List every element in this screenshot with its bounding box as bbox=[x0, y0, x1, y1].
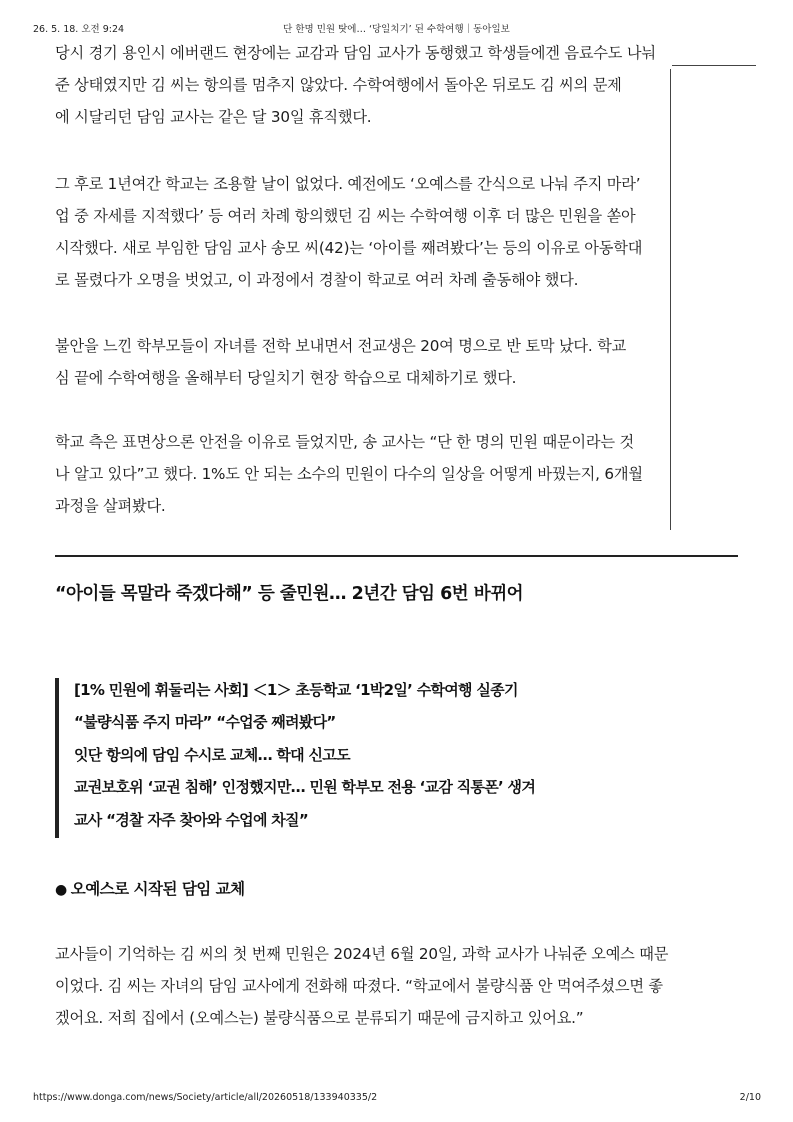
article-line: 그 후로 1년여간 학교는 조용할 날이 없었다. 예전에도 ‘오예스를 간식으로 나눠 주지 마라’ bbox=[55, 175, 641, 193]
article-line: 교사들이 기억하는 김 씨의 첫 번째 민원은 2024년 6월 20일, 과학 교사가 나눠준 오예스 때문 bbox=[55, 945, 669, 963]
related-article-link[interactable]: 교사 “경찰 자주 찾아와 수업에 차질” bbox=[74, 810, 308, 829]
article-paragraph-5 bbox=[55, 938, 755, 1034]
print-footer bbox=[0, 1092, 793, 1106]
section-heading bbox=[55, 877, 245, 899]
article-line: 겠어요. 저희 집에서 (오예스는) 불량식품으로 분류되기 때문에 금지하고 있어요.” bbox=[55, 1009, 584, 1027]
article-subheadline: “아이들 목말라 죽겠다해” 등 줄민원… 2년간 담임 6번 바뀌어 bbox=[55, 584, 524, 604]
article-line: 로 몰렸다가 오명을 벗었고, 이 과정에서 경찰이 학교로 여러 차례 출동해야 했다. bbox=[55, 271, 579, 289]
article-line: 업 중 자세를 지적했다’ 등 여러 차례 항의했던 김 씨는 수학여행 이후 더 많은 민원을 쏟아 bbox=[55, 207, 636, 225]
article-paragraph-1 bbox=[55, 69, 671, 133]
article-line: 과정을 살펴봤다. bbox=[55, 497, 166, 515]
article-line: 불안을 느낀 학부모들이 자녀를 전학 보내면서 전교생은 20여 명으로 반 토막 났다. 학교 bbox=[55, 337, 627, 355]
related-article-link[interactable]: 교권보호위 ‘교권 침해’ 인정했지만… 민원 학부모 전용 ‘교감 직통폰’ 생겨 bbox=[74, 778, 536, 797]
article-line: 당시 경기 용인시 에버랜드 현장에는 교감과 담임 교사가 동행했고 학생들에겐 음료수도 나눠 bbox=[55, 44, 656, 62]
print-page-title: 단 한명 민원 탓에… ‘당일치기’ 된 수학여행｜동아일보 bbox=[283, 24, 510, 35]
print-url: https://www.donga.com/news/Society/article/all/20260518/133940335/2 bbox=[33, 1092, 378, 1103]
print-page-number: 2/10 bbox=[739, 1092, 761, 1103]
section-divider bbox=[55, 555, 738, 557]
print-datetime: 26. 5. 18. 오전 9:24 bbox=[33, 24, 125, 35]
article-line: 심 끝에 수학여행을 올해부터 당일치기 현장 학습으로 대체하기로 했다. bbox=[55, 369, 517, 387]
article-paragraph-1-first-line bbox=[55, 37, 755, 69]
article-paragraph-3 bbox=[55, 330, 671, 394]
article-line: 학교 측은 표면상으론 안전을 이유로 들었지만, 송 교사는 “단 한 명의 민원 때문이라는 것 bbox=[55, 433, 634, 451]
bullet-icon: ● bbox=[55, 882, 67, 898]
related-article-link[interactable]: “불량식품 주지 마라” “수업중 째려봤다” bbox=[74, 713, 336, 732]
related-articles-box bbox=[55, 678, 675, 838]
article-line: 나 알고 있다”고 했다. 1%도 안 되는 소수의 민원이 다수의 일상을 어떻게 바꿨는지, 6개월 bbox=[55, 465, 643, 483]
article-paragraph-4 bbox=[55, 426, 671, 522]
article-line: 이었다. 김 씨는 자녀의 담임 교사에게 전화해 따졌다. “학교에서 불량식품 안 먹여주셨으면 좋 bbox=[55, 977, 663, 995]
article-line: 에 시달리던 담임 교사는 같은 달 30일 휴직했다. bbox=[55, 108, 372, 126]
print-header bbox=[0, 21, 793, 35]
article-line: 시작했다. 새로 부임한 담임 교사 송모 씨(42)는 ‘아이를 째려봤다’는 등의 이유로 아동학대 bbox=[55, 239, 643, 257]
article-line: 준 상태였지만 김 씨는 항의를 멈추지 않았다. 수학여행에서 돌아온 뒤로도 김 씨의 문제 bbox=[55, 76, 622, 94]
overlay-rule-horizontal bbox=[672, 65, 756, 66]
article-paragraph-2 bbox=[55, 168, 671, 296]
section-heading-text: 오예스로 시작된 담임 교체 bbox=[70, 880, 245, 898]
related-article-link[interactable]: [1% 민원에 휘둘리는 사회] ＜1＞ 초등학교 ‘1박2일’ 수학여행 실종기 bbox=[74, 681, 518, 699]
related-article-link[interactable]: 잇단 항의에 담임 수시로 교체… 학대 신고도 bbox=[74, 745, 350, 764]
